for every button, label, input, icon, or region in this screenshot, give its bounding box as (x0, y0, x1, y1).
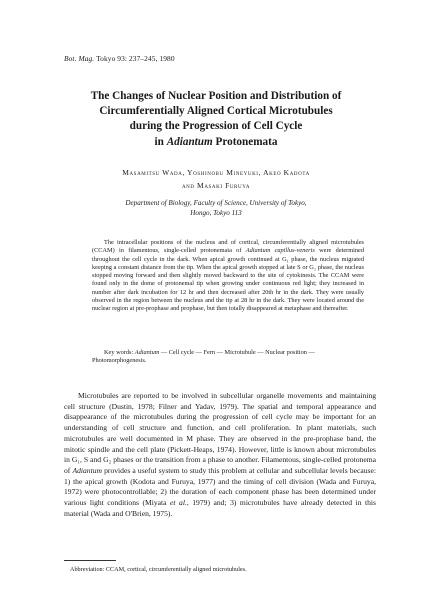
body-text-segment: Microtubules are reported to be involved in subcellular organelle movements and maintaining cell structure (Dustin, 1978; Filner and Yadav, 1979). The spatial and temporal appearance and disappearance of the microtubules during the progression of cell cycle may be important for an understanding of cell structure and function, and cell proliferation. In plant materials, such microtubules are well documented in M phase. They are observed in the pre-prophase band, the mitotic spindle and the cell plate (Pickett-Heaps, 1974). However, little is known about microtubules in G₁, S and G₂ phases or the transition from a phase to another. Filamentous, single-celled protonema of (64, 391, 376, 475)
title-line (40, 135, 392, 150)
footnote: Abbreviation: CCAM, cortical, circumferentially aligned microtubules. (70, 566, 247, 573)
body-et-al: et al. (170, 498, 187, 508)
abstract-text-rest: were determined throughout the cell cycle in the dark. When apical growth continued at G₁ phase, the nucleus migrated keeping a constant distance from the tip. When the apical growth stopped at late S or G₂ phase, the nucleus stopped moving forward and then slightly moved backward to the site of cytokinesis. The CCAM were found only in the dome of protonemal tip when growing under continuous red light; they increased in number after dark incubation for 12 hr and then decreased after 20th hr in the dark. They were usually observed in the region between the nucleus and the tip at 28 hr in the dark. They were located around the nuclear region at pre-prophase and prophase, but then totally disappeared at metaphase and thereafter. (92, 247, 364, 312)
journal-citation (64, 54, 175, 63)
abstract (92, 239, 364, 313)
body-genus: Adiantum (72, 465, 102, 475)
abstract-species: Adiantum capillus-veneris (245, 247, 315, 255)
title-prefix: in (154, 135, 167, 148)
body-text-segment: , 1979) and; 3) microtubules have already detected in this material (Wada and O'Brien, 1975). (64, 498, 376, 518)
body-paragraph (64, 391, 376, 519)
keywords-label: Key words: (104, 349, 135, 356)
abstract-paragraph (92, 239, 364, 313)
keywords-list: — Cell cycle — Fern — Microtubule — Nuclear position — Photomorphogenesis. (92, 349, 315, 365)
title-genus: Adiantum (166, 135, 213, 148)
footnote-rule (64, 560, 116, 561)
affiliation-line: Hongo, Tokyo 113 (190, 208, 242, 217)
author-line: Masamitsu Wada, Yoshinobu Mineyuki, Akeo Kadota (122, 168, 310, 177)
author-list (40, 167, 392, 192)
title-line: The Changes of Nuclear Position and Distribution of (90, 90, 342, 102)
title-suffix: Protonemata (212, 135, 278, 148)
author-line: and Masaki Furuya (181, 180, 251, 190)
journal-volume-pages: Tokyo 93: 237–245, 1980 (94, 54, 175, 63)
body-text (64, 391, 376, 519)
journal-name: Bot. Mag. (64, 54, 95, 63)
body-text-segment: provides a useful system to study this problem at cellular and subcellular levels because: 1) the apical growth (Kodota and Furuya, 1977) and the timing of cell division (Wada and Furuya, 1972) were photocontrollable; 2) the duration of each component phase has been determined under various light conditions (Miyata (64, 465, 376, 508)
affiliation (40, 199, 392, 218)
title-line: during the Progression of Cell Cycle (129, 120, 303, 133)
paper-title (40, 89, 392, 150)
abstract-text: The intracellular positions of the nucleus and of cortical, circumferentially aligned microtubules (CCAM) in filamentous, single-celled protonemata of (92, 239, 364, 255)
affiliation-line: Department of Biology, Faculty of Science, University of Tokyo, (125, 199, 307, 207)
keyword-genus: Adiantum (134, 349, 160, 356)
keywords (92, 349, 364, 366)
title-line: Circumferentially Aligned Cortical Microtubules (99, 105, 333, 118)
